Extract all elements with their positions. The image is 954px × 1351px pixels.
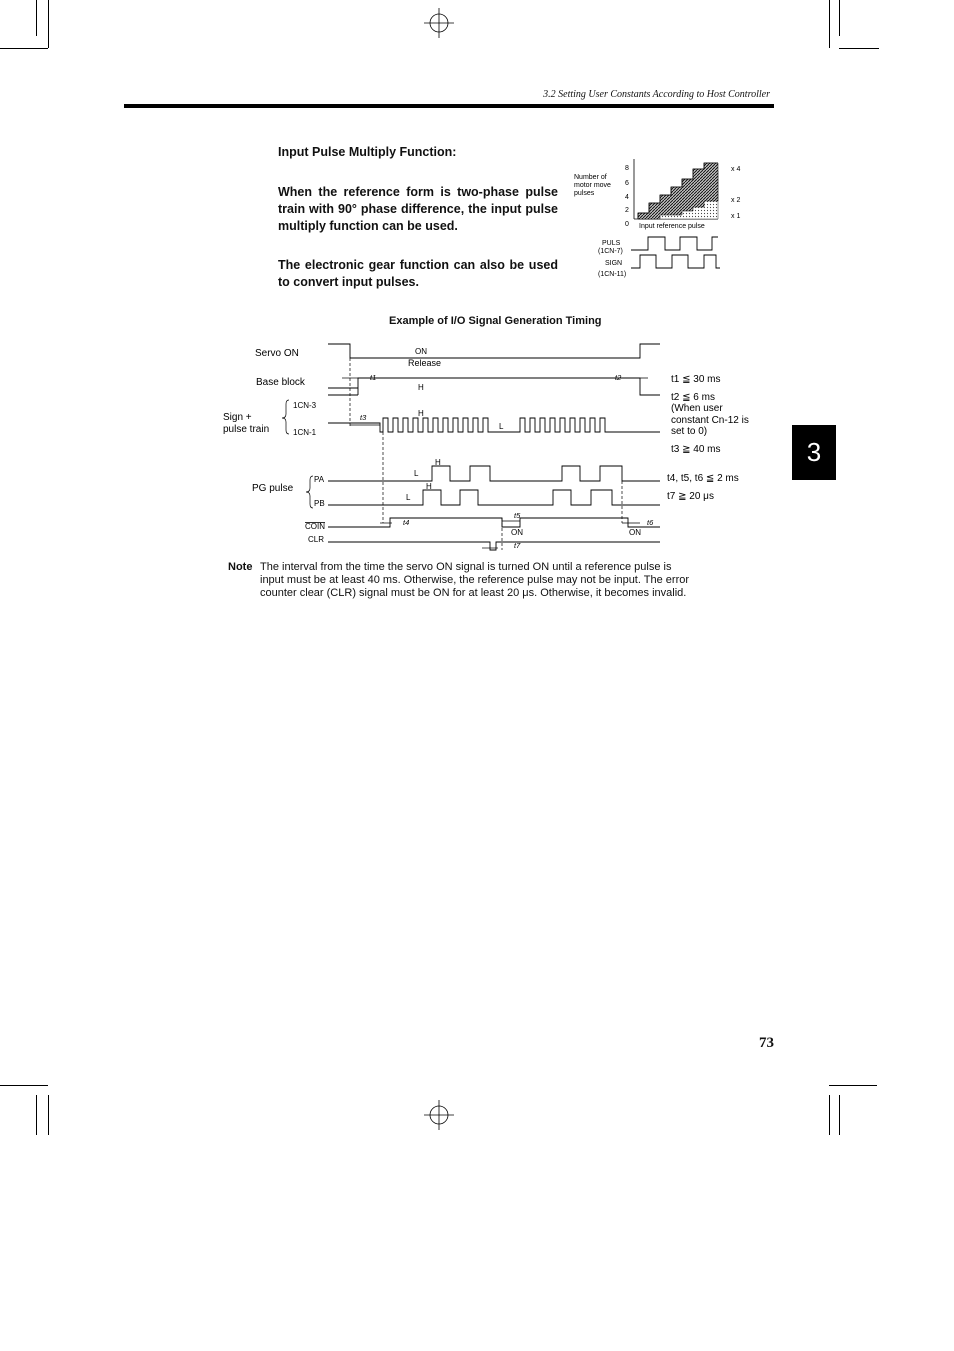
spec-t1: t1 ≦ 30 ms <box>671 374 721 385</box>
pg-pulse-label: PG pulse <box>252 483 294 494</box>
t4-marker: t4 <box>403 518 410 527</box>
ytick-6: 6 <box>625 180 629 187</box>
spec-t3: t3 ≧ 40 ms <box>671 444 721 455</box>
pb-label: PB <box>314 499 325 508</box>
pg-pulse-brace <box>306 476 313 508</box>
clr-label: CLR <box>308 535 325 544</box>
coin-state-on-1: ON <box>511 528 523 537</box>
coin-waveform <box>328 518 660 527</box>
spec-t2-note-2: constant Cn-12 is <box>671 415 749 426</box>
sign-state-l: L <box>499 422 504 431</box>
registration-mark-top <box>424 8 454 38</box>
timing-diagram <box>220 338 770 558</box>
cn1-label: 1CN-1 <box>293 428 317 437</box>
sign-pulse-label-2: pulse train <box>223 424 270 435</box>
timing-caption: Example of I/O Signal Generation Timing <box>389 315 602 327</box>
ytick-8: 8 <box>625 165 629 172</box>
sign-pulse-brace <box>282 400 289 434</box>
pb-waveform <box>328 490 660 505</box>
ytick-0: 0 <box>625 221 629 228</box>
multiplier-x4: x 4 <box>731 166 741 173</box>
sign-pin-label: (1CN-11) <box>598 271 627 278</box>
servo-on-state: ON <box>415 347 427 356</box>
pa-waveform <box>328 466 660 481</box>
pa-state-h: H <box>435 458 441 467</box>
t2-marker: t2 <box>615 373 622 382</box>
spec-t2-note-3: set to 0) <box>671 426 708 437</box>
spec-t2-note-1: (When user <box>671 403 723 414</box>
sign-waveform <box>631 255 720 268</box>
paragraph-electronic-gear: The electronic gear function can also be used to convert input pulses. <box>278 258 558 289</box>
puls-pin-label: (1CN-7) <box>598 248 623 255</box>
multiplier-x1: x 1 <box>731 213 741 220</box>
coin-state-on-2: ON <box>629 528 641 537</box>
base-block-state-h: H <box>418 383 424 392</box>
paragraph-two-phase: When the reference form is two-phase pulse train with 90° phase difference, the input pulse multiply function can be used. <box>278 185 558 233</box>
chapter-tab[interactable]: 3 <box>792 425 836 480</box>
header-rule <box>124 104 774 108</box>
note-text: The interval from the time the servo ON signal is turned ON until a reference pulse is input must be at least 40 ms. Otherwise, the reference pulse may not be input. The error counter clear (CLR) signal must be ON for at least 20 μs. Otherwise, it becomes invalid. <box>260 561 690 599</box>
clr-waveform <box>328 542 660 550</box>
servo-on-waveform <box>328 344 660 358</box>
base-block-label: Base block <box>256 377 305 388</box>
sign-pulse-label-1: Sign + <box>223 412 252 423</box>
pb-state-l: L <box>406 493 411 502</box>
pb-state-h: H <box>426 482 432 491</box>
ytick-2: 2 <box>625 207 629 214</box>
t6-marker: t6 <box>647 518 654 527</box>
ytick-4: 4 <box>625 194 629 201</box>
base-block-waveform <box>328 378 660 395</box>
multiplier-x2: x 2 <box>731 197 741 204</box>
t5-marker: t5 <box>514 511 521 520</box>
spec-t2: t2 ≦ 6 ms <box>671 392 715 403</box>
registration-mark-bottom <box>424 1100 454 1130</box>
ylabel-line-1: Number of <box>574 174 607 181</box>
t3-marker: t3 <box>360 413 367 422</box>
note-label: Note <box>228 561 253 573</box>
pa-state-l: L <box>414 469 419 478</box>
t7-marker: t7 <box>514 541 521 550</box>
puls-waveform <box>631 237 718 250</box>
spec-t7: t7 ≧ 20 μs <box>667 491 714 502</box>
servo-on-label: Servo ON <box>255 348 299 359</box>
page-number: 73 <box>759 1035 774 1051</box>
cn3-label: 1CN-3 <box>293 401 317 410</box>
xlabel: Input reference pulse <box>639 223 705 230</box>
ylabel-line-3: pulses <box>574 190 595 197</box>
running-header: 3.2 Setting User Constants According to Host Controller <box>543 89 770 100</box>
release-label: Release <box>408 358 442 368</box>
spec-t456: t4, t5, t6 ≦ 2 ms <box>667 473 739 484</box>
multiply-function-figure <box>568 155 758 285</box>
pa-label: PA <box>314 475 325 484</box>
section-heading: Input Pulse Multiply Function: <box>278 145 457 159</box>
t1-marker: t1 <box>370 373 377 382</box>
puls-label: PULS <box>602 240 621 247</box>
coin-label: COIN <box>305 522 325 531</box>
ylabel-line-2: motor move <box>574 182 611 189</box>
sign-state-h: H <box>418 409 424 418</box>
sign-label: SIGN <box>605 260 623 267</box>
